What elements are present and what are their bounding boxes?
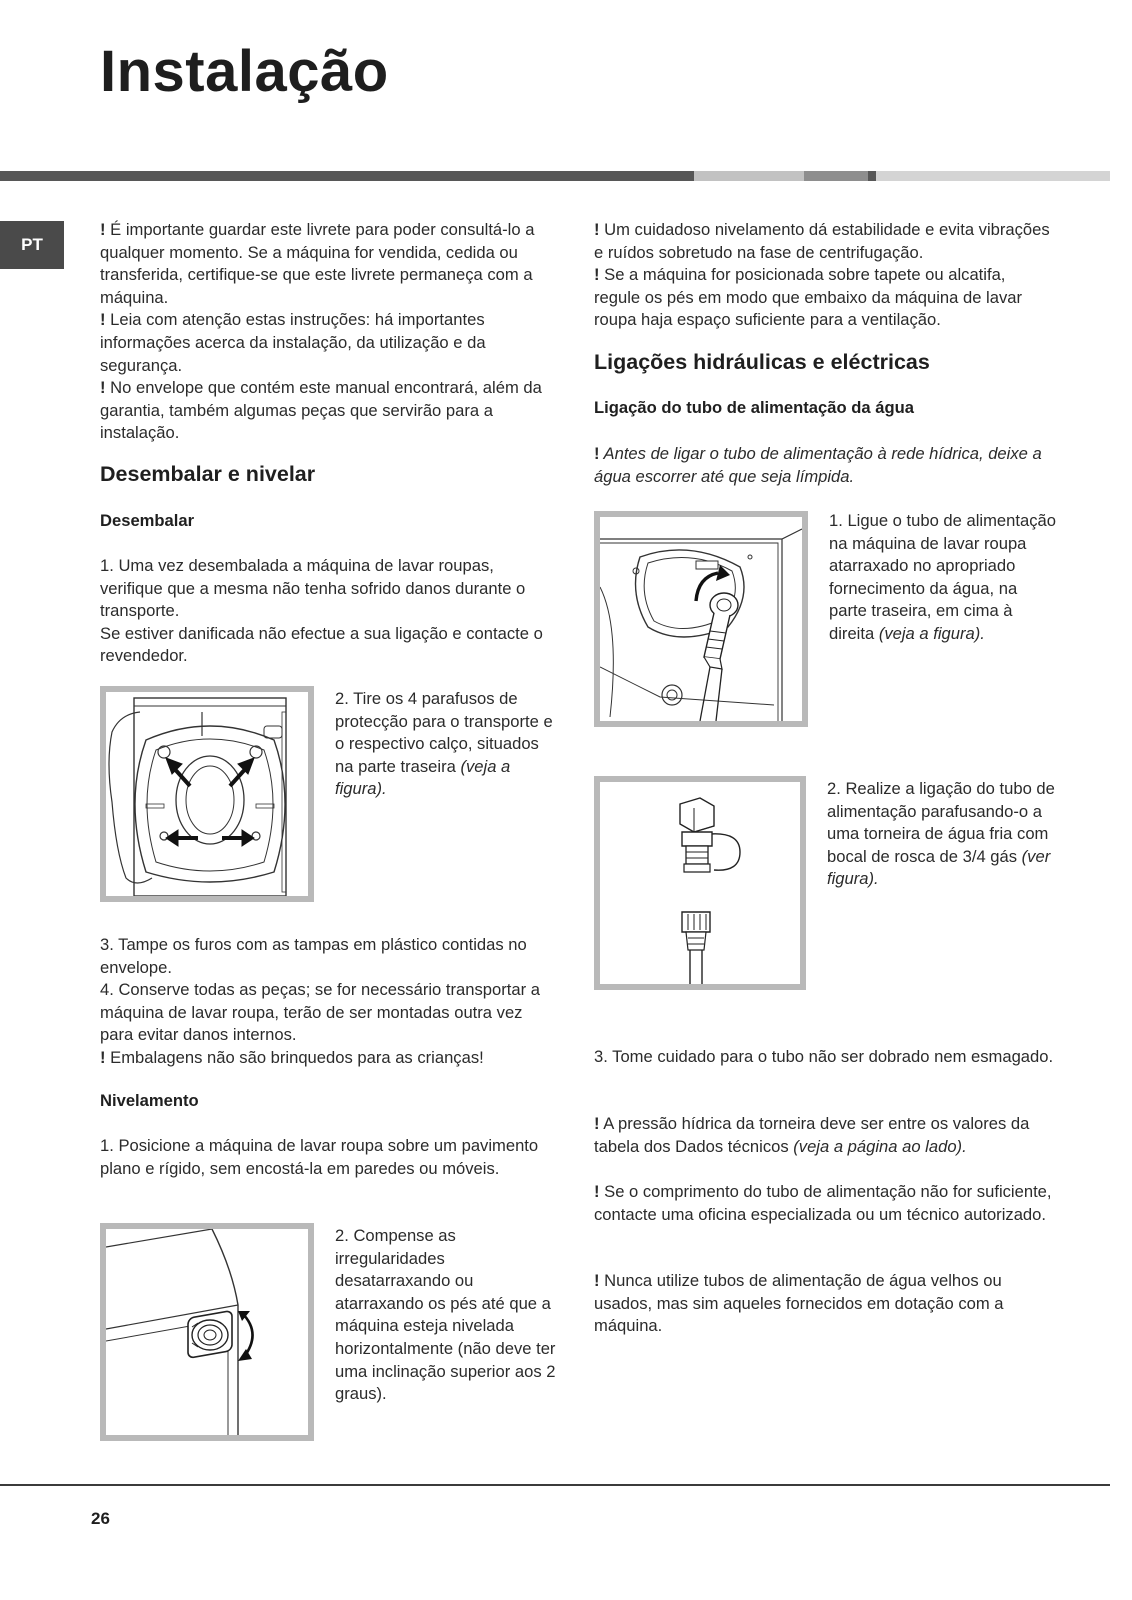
header-bar-light-1 [694,171,804,181]
intro-note-1: ! É importante guardar este livrete para poder consultá-lo a qualquer momento. Se a máquina for vendida, cedida ou transferida, certifique-se que este livrete permaneça com a máquina. [100,220,535,307]
unpack-step-1-text: 1. Uma vez desembalada a máquina de lavar roupas, verifique que a mesma não tenha sofrido danos durante o transporte. [100,556,526,621]
subtitle-unpack: Desembalar [100,511,195,530]
page-title: Instalação [100,39,389,104]
right-intro-note-1: ! Um cuidadoso nivelamento dá estabilidade e evita vibrações e ruídos sobretudo na fase de centrifugação. [594,220,1050,262]
packaging-warning: ! Embalagens não são brinquedos para as crianças! [100,1047,484,1067]
right-intro-note-2: ! Se a máquina for posicionada sobre tapete ou alcatifa, regule os pés em modo que embaixo da máquina de lavar roupa haja espaço suficiente para a ventilação. [594,265,1023,330]
header-bar-mid [804,171,868,181]
hose-inlet-drawing [600,517,802,721]
level-step-2 [335,1225,557,1406]
intro-note-2: ! Leia com atenção estas instruções: há importantes informações acerca da instalação, da utilização e da segurança. [100,310,486,375]
right-intro [594,219,1054,332]
subtitle-leveling: Nivelamento [100,1091,199,1110]
leveling-foot-drawing [106,1229,308,1435]
water-step-2 [827,778,1055,891]
subtitle-water-hose: Ligação do tubo de alimentação da água [594,398,914,417]
pressure-note: ! A pressão hídrica da torneira deve ser entre os valores da tabela dos Dados técnicos (veja a página ao lado). [594,1114,1030,1156]
water-warning: ! Antes de ligar o tubo de alimentação à rede hídrica, deixe a água escorrer até que seja límpida. [594,444,1042,486]
unpack-steps-3-4 [100,934,560,1070]
left-intro [100,219,556,445]
figure-hose-inlet [594,511,808,727]
water-step-2-figure-ref: (ver figura). [827,846,1051,889]
level-step-1 [100,1135,556,1180]
washer-back-drawing [106,692,308,896]
water-step-1 [829,510,1057,646]
unpack-step-1 [100,555,556,668]
water-step-1-figure-ref: (veja a figura). [878,623,985,643]
unpack-step-2 [335,688,557,801]
section-title-unpack-level: Desembalar e nivelar [100,462,316,486]
level-step-2-text: 2. Compense as irregularidades desatarraxando ou atarraxando os pés até que a máquina esteja nivelada horizontalmente (não deve ter uma inclinação superior aos 2 graus). [335,1226,556,1404]
water-step-2-text: 2. Realize a ligação do tubo de alimentação parafusando-o a uma torneira de água fria com bocal de rosca de 3/4 gás [827,779,1055,866]
page-number: 26 [91,1509,110,1528]
tap-connection-drawing [600,782,800,984]
figure-transport-bolts [100,686,314,902]
section-title-connections: Ligações hidráulicas e eléctricas [594,350,930,374]
unpack-step-1b-text: Se estiver danificada não efectue a sua ligação e contacte o revendedor. [100,623,543,666]
water-step-1-text: 1. Ligue o tubo de alimentação na máquina de lavar roupa atarraxado no apropriado fornecimento da água, na parte traseira, em cima à direita [829,511,1056,643]
unpack-step-2-text: 2. Tire os 4 parafusos de protecção para o transporte e o respectivo calço, situados na parte traseira [335,689,553,776]
figure-leveling-foot [100,1223,314,1441]
figure-tap-connection [594,776,806,990]
level-step-1-text: 1. Posicione a máquina de lavar roupa sobre um pavimento plano e rígido, sem encostá-la em paredes ou móveis. [100,1136,539,1178]
intro-note-3: ! No envelope que contém este manual encontrará, além da garantia, também algumas peças que servirão para a instalação. [100,378,542,443]
unpack-step-2-figure-ref: (veja a figura). [335,756,511,799]
header-bar-dark [0,171,694,181]
water-step-3 [594,1046,1054,1069]
footer-divider [0,1484,1110,1486]
language-tab: PT [0,221,64,269]
old-hoses-note: ! Nunca utilize tubos de alimentação de água velhos ou usados, mas sim aqueles fornecidos em dotação com a máquina. [594,1271,1004,1336]
unpack-step-4-text: 4. Conserve todas as peças; se for necessário transportar a máquina de lavar roupa, terão de ser montadas outra vez para evitar danos internos. [100,980,540,1045]
header-bar-light-2 [876,171,1110,181]
header-bar-accent [868,171,876,181]
water-step-3-text: 3. Tome cuidado para o tubo não ser dobrado nem esmagado. [594,1047,1054,1066]
unpack-step-3-text: 3. Tampe os furos com as tampas em plástico contidas no envelope. [100,935,527,977]
length-note: ! Se o comprimento do tubo de alimentação não for suficiente, contacte uma oficina especializada ou um técnico autorizado. [594,1182,1052,1224]
